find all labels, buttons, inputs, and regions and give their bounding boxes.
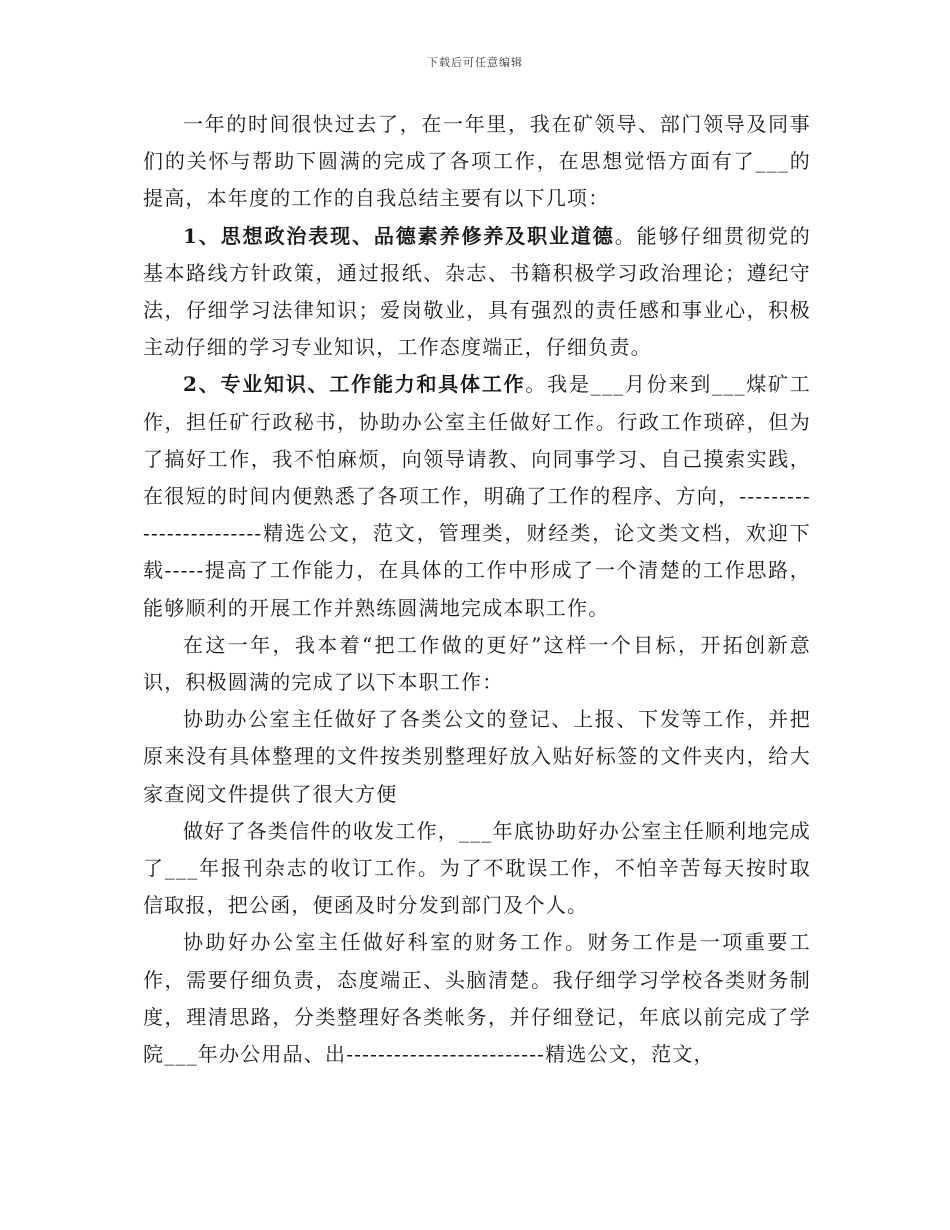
paragraph-text: 协助好办公室主任做好科室的财务工作。财务工作是一项重要工作，需要仔细负责，态度端正、头脑清楚。我仔细学习学校各类财务制度，理清思路，分类整理好各类帐务，并仔细登记，年底以前完成了学院___年办公用品、出-------------------------精选公文，范文， [143,930,811,1067]
paragraph-text: 做好了各类信件的收发工作，___年底协助好办公室主任顺利地完成了___年报刊杂志的收订工作。为了不耽误工作，不怕辛苦每天按时取信取报，把公函，便函及时分发到部门及个人。 [143,818,811,918]
paragraph-text: 在这一年，我本着“把工作做的更好”这样一个目标，开拓创新意识，积极圆满的完成了以下本职工作： [143,632,811,695]
section-heading-1: 1、思想政治表现、品德素养修养及职业道德 [183,223,615,248]
paragraph-intro [143,106,811,218]
document-body [143,106,811,1073]
paragraph-text: 。我是___月份来到___煤矿工作，担任矿行政秘书，协助办公室主任做好工作。行政工作琐碎，但为了搞好工作，我不怕麻烦，向领导请教、向同事学习、自己摸索实践，在很短的时间内便熟悉了各项工作，明确了工作的程序、方向，------------------------精选公文，范文，管理类，财经类，论文类文档，欢迎下载-----提高了工作能力，在具体的工作中形成了一个清楚的工作思路，能够顺利的开展工作并熟练圆满地完成本职工作。 [143,372,811,620]
paragraph-text: 。能够仔细贯彻党的基本路线方针政策，通过报纸、杂志、书籍积极学习政治理论；遵纪守法，仔细学习法律知识；爱岗敬业，具有强烈的责任感和事业心，积极主动仔细的学习专业知识，工作态度端正，仔细负责。 [143,223,811,360]
paragraph-text: 一年的时间很快过去了，在一年里，我在矿领导、部门领导及同事们的关怀与帮助下圆满的完成了各项工作，在思想觉悟方面有了___的提高，本年度的工作的自我总结主要有以下几项： [143,112,811,211]
paragraph-text: 协助办公室主任做好了各类公文的登记、上报、下发等工作，并把原来没有具体整理的文件按类别整理好放入贴好标签的文件夹内，给大家查阅文件提供了很大方便 [143,707,811,806]
section-heading-2: 2、专业知识、工作能力和具体工作 [183,372,526,397]
page-header: 下载后可任意编辑 [427,56,523,69]
paragraph-finance [143,924,811,1073]
paragraph-section-1 [143,218,811,367]
paragraph-mail [143,813,811,925]
paragraph-documents [143,701,811,813]
paragraph-goal [143,627,811,701]
paragraph-section-2 [143,366,811,626]
